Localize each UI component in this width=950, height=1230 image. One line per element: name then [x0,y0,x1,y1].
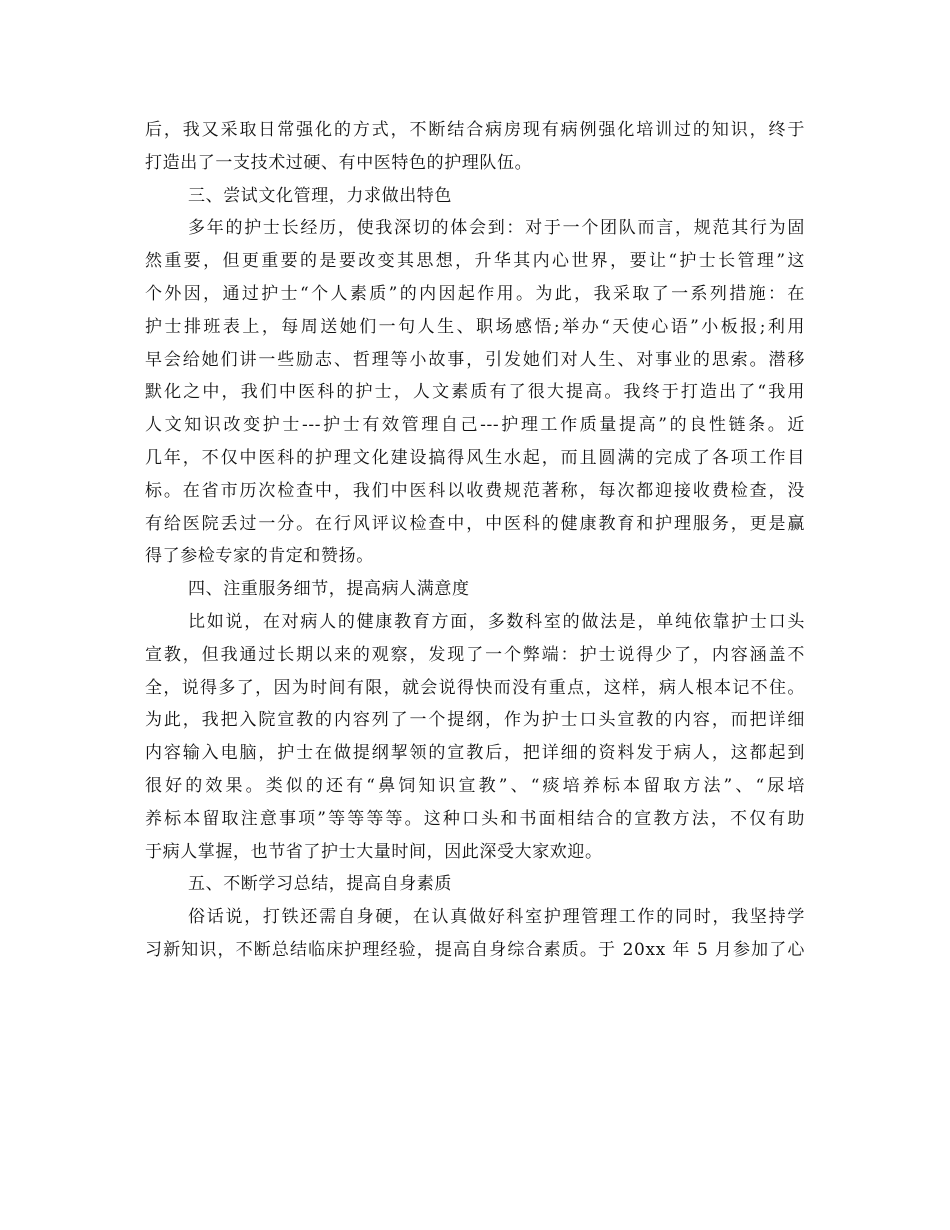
text-line: 于病人掌握，也节省了护士大量时间，因此深受大家欢迎。 [145,841,603,862]
text-line: 后，我又采取日常强化的方式，不断结合病房现有病例强化培训过的知识，终于 [145,120,805,140]
text-line: 习新知识，不断总结临床护理经验，提高自身综合素质。于 20xx 年 5 月参加了心 [145,939,805,960]
text-line: 多年的护士长经历，使我深切的体会到：对于一个团队而言，规范其行为固 [188,218,805,239]
text-line: 养标本留取注意事项”等等等等。这种口头和书面相结合的宣教方法，不仅有助 [145,808,805,829]
section-heading-4: 四、注重服务细节，提高病人满意度 [188,579,470,600]
text-line: 有给医院丢过一分。在行风评议检查中，中医科的健康教育和护理服务，更是赢 [145,513,805,534]
text-line: 打造出了一支技术过硬、有中医特色的护理队伍。 [145,152,533,173]
document-body [145,114,805,967]
text-line: 默化之中，我们中医科的护士，人文素质有了很大提高。我终于打造出了“我用 [145,382,805,403]
section-heading-3: 三、尝试文化管理，力求做出特色 [188,185,452,206]
text-line: 内容输入电脑，护士在做提纲挈领的宣教后，把详细的资料发于病人，这都起到 [145,743,805,764]
text-line: 为此，我把入院宣教的内容列了一个提纲，作为护士口头宣教的内容，而把详细 [145,710,805,731]
text-line: 俗话说，打铁还需自身硬，在认真做好科室护理管理工作的同时，我坚持学 [188,907,805,928]
text-line: 个外因，通过护士“个人素质”的内因起作用。为此，我采取了一系列措施：在 [145,283,805,304]
text-line: 然重要，但更重要的是要改变其思想，升华其内心世界，要让“护士长管理”这 [145,251,805,272]
text-line: 宣教，但我通过长期以来的观察，发现了一个弊端：护士说得少了，内容涵盖不 [145,644,805,665]
text-line: 人文知识改变护士---护士有效管理自己---护理工作质量提高”的良性链条。近 [145,415,805,436]
text-line: 比如说，在对病人的健康教育方面，多数科室的做法是，单纯依靠护士口头 [188,611,805,632]
text-line: 早会给她们讲一些励志、哲理等小故事，引发她们对人生、对事业的思索。潜移 [145,349,805,370]
text-line: 全，说得多了，因为时间有限，就会说得快而没有重点，这样，病人根本记不住。 [145,677,805,698]
text-line: 护士排班表上，每周送她们一句人生、职场感悟;举办“天使心语”小板报;利用 [145,316,805,337]
text-line: 得了参检专家的肯定和赞扬。 [145,546,374,567]
text-line: 标。在省市历次检查中，我们中医科以收费规范著称，每次都迎接收费检查，没 [145,480,805,501]
section-heading-5: 五、不断学习总结，提高自身素质 [188,874,452,895]
text-line: 很好的效果。类似的还有“鼻饲知识宣教”、“痰培养标本留取方法”、“尿培 [145,775,805,796]
text-line: 几年，不仅中医科的护理文化建设搞得风生水起，而且圆满的完成了各项工作目 [145,447,805,468]
